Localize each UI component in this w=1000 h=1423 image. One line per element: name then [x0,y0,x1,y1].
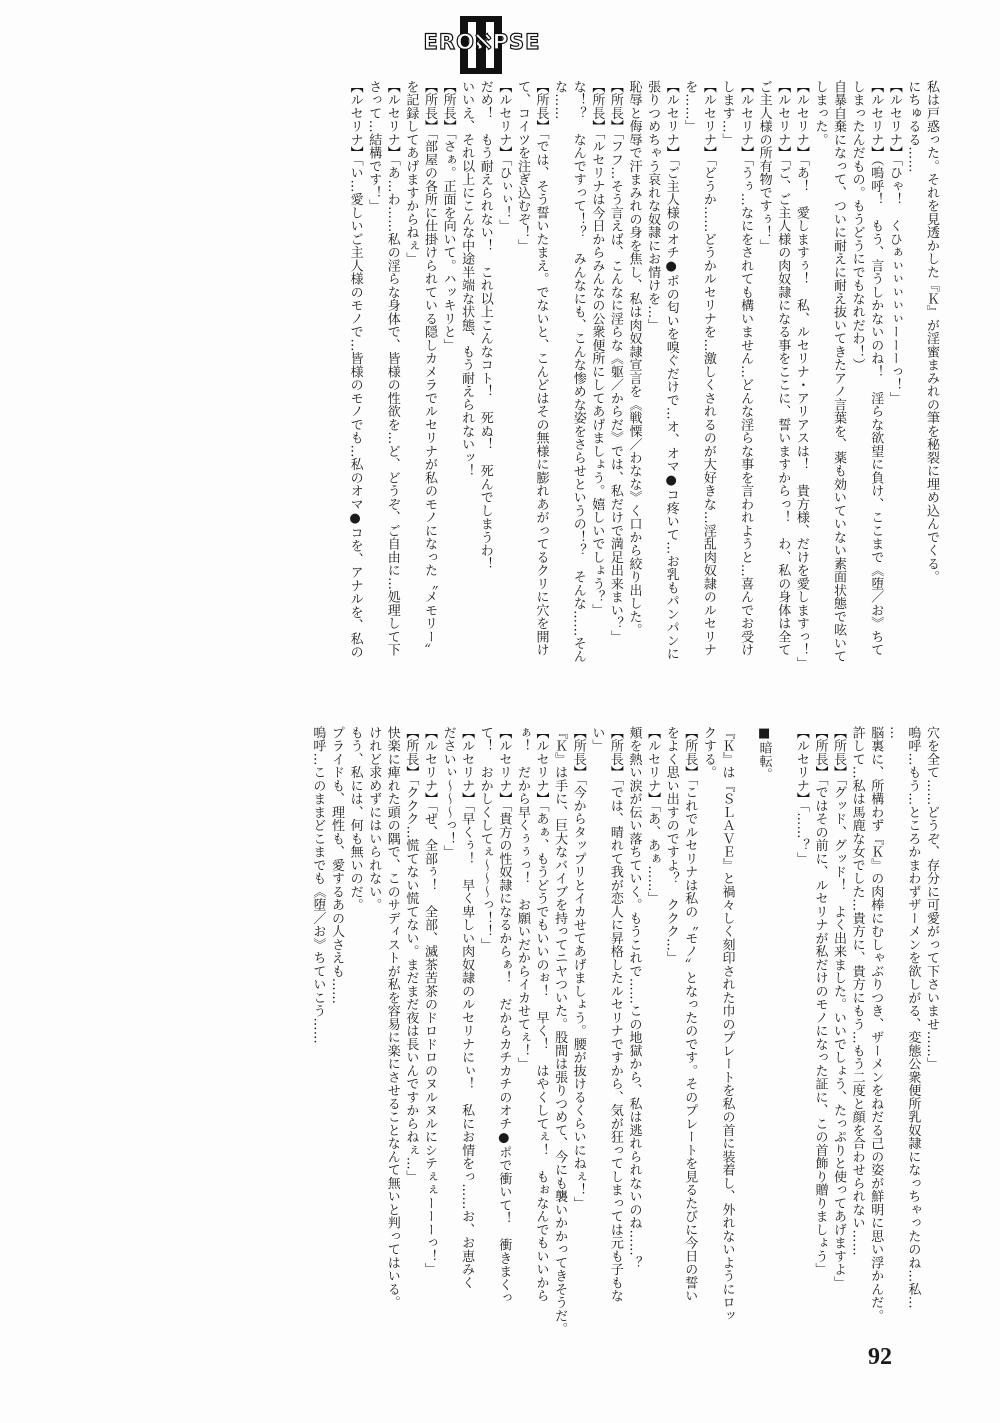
text-line: 【ルセリナ】「あぁ、もうどうでもいいのぉ！ 早く！ はやくしてぇ！ もぉなんでもいいから [533,726,549,1303]
text-line: て！ おかしくしてぇ〜〜〜っ！！」 [477,726,493,952]
text-line: 【ルセリナ】「早くぅ！ 早く卑しい肉奴隷のルセリナにぃ！ 私にお情をっ……お、お恵みく [459,726,475,1290]
text-line: 【所長】「では、晴れて我が恋人に昇格したルセリナですから、気が狂ってしまっては元も子もな [607,726,623,1303]
text-line: 脳裏に、所構わず『Ｋ』の肉棒にむしゃぶりつき、ザーメンをねだる己の姿が鮮明に思い浮かんだ。 [868,726,884,1323]
text-line: 【所長】「フフ…そう言えば、こんなに淫らな《躯／からだ》では、私だけで満足出来まい？」 [607,80,623,644]
text-line: もう、私には、何も無いのだ。 [347,726,363,912]
text-line: 【ルセリナ】「ご、ご主人様の肉奴隷になる事をここに、誓いますからっ！ わ、私の身体は全て [775,80,791,657]
text-line: 【所長】「ではその前に、ルセリナが私だけのモノになった証に、この首飾り贈りましょう」 [812,726,828,1276]
text-line: 自暴自棄になって、ついに耐えに耐え抜いてきたアノ言葉を、薬も効いていない素面状態で呟いて [831,80,847,663]
text-line: いいえ、それ以上にこんな中途半端な状態、もう耐えられないッ！ [459,80,475,478]
text-line: 【ルセリナ】「あ…わ……私の淫らな身体で、皆様の性欲を…ど、どうぞ、ご自由に…処理して下 [384,80,400,657]
text-line: 【ルセリナ】「ご主人様のオチ●ポの匂いを嗅ぐだけで…オ、オマ●コ疼いて…お乳もパンパンに [663,80,679,661]
text-line: をよく思い出すのですよ？ ククク…」 [663,726,679,965]
text-line: プライドも、理性も、愛するあの人さえも…… [329,726,344,1005]
text-line: を……」 [682,80,698,133]
text-line: にちゅるる…… [905,80,921,173]
text-line: 【所長】「では、そう誓いたまえ。でないと、こんどはその無様に膨れあがってるクリに穴を開け [533,80,549,657]
text-line: 【所長】「さぁ。正面を向いて。ハッキリと」 [440,80,456,352]
logo [392,14,572,76]
text-line [773,726,792,1376]
text-line: 穴を全て……どうぞ、存分に可愛がって下さいませ……」 [924,726,939,1071]
text-line: 頬を熱い涙が伝い落ちていく。もうこれで……この地獄から、私は逃れられないのね……？ [626,726,642,1270]
text-line: 【所長】「部屋の各所に仕掛けられている隠しカメラでルセリナが私のモノになった〝メモリー〟 [421,80,437,657]
text-line: 恥辱と侮辱で汗まみれの身を焦し、私は肉奴隷宣言を《戦慄／わなな》く口から絞り出した。 [626,80,642,637]
text-line: な！？ なんですって！？ みんなにも、こんな惨めな姿をさらせというの！？ そんな……そん [570,80,586,663]
text-line: 許して…私は馬鹿な女でした…貴方に、貴方にもう…もう二度と顔を合わせられない…… [849,726,865,1256]
text-line: ぁ！ だから早くぅぅっ！ お願いだからイカせてぇ！」 [514,726,530,1071]
text-column-bottom [60,726,940,1376]
text-line: … [886,726,902,740]
text-line: ださいぃ〜〜〜っ！」 [440,726,456,859]
text-line: 【ルセリナ】「あ、あぁ……」 [645,726,661,905]
logo-text: EROℵPSE [423,30,541,54]
text-line: しまったんだもの。もうどうにでもなれだわ！） [849,80,865,372]
text-line: 【所長】「これでルセリナは私の〝モノ〟となったのです。そのプレートを見るたびに今日の誓い [682,726,698,1303]
text-line: 【所長】「グッド、グッド！ よく出来ました。いいでしょう、たっぷりと使ってあげますよ」 [831,726,847,1290]
text-line: 【ルセリナ】「うぅ…なにをされても構いません…どんな淫らな事を言われようと…喜んでお受け [738,80,754,657]
page-number: 92 [868,1344,892,1370]
text-line: 【ルセリナ】「い…愛しいご主人様のモノで…皆様のモノでも…私のオマ●コを、アナルを、私の [347,80,363,659]
text-line: な…… [552,80,568,120]
text-line: 【ルセリナ】「ひゃ！ くひぁぃぃぃぃぃーーーっ！」 [886,80,902,405]
text-line: 『Ｋ』は手に、巨大なバイブを持ってニヤついた。股間は張りつめて、今にも襲いかかってきそうだ。 [552,726,568,1336]
text-line: を記録してあげますからねぇ」 [403,80,419,266]
text-line: 嗚呼…もう…ところかまわずザーメンを欲しがる、変態公衆便所乳奴隷になっちゃったのね…私… [905,726,921,1309]
text-line: します…」 [719,80,735,147]
text-line: 【ルセリナ】「ひぃぃ！」 [496,80,512,233]
text-line: 【ルセリナ】「ぜ、全部ぅ！ 全部、滅茶苦茶のドロドロのヌルヌルにシテぇぇーーーっ！」 [421,726,437,1276]
text-line: 【ルセリナ】（嗚呼！ もう、言うしかないのね！ 淫らな欲望に負け、ここまで《堕／お》ちて [868,80,884,657]
text-line: 嗚呼…このままどこまでも《堕／お》ちていこう…… [310,726,326,1044]
text-line: 【所長】「ククク…慌てない慌てない。まだまだ夜は長いんですからねぇ…」 [403,726,419,1184]
text-line: だめ！ もう耐えられない！ これ以上こんなコト！ 死ぬ！ 死んでしまうわ！ [477,80,493,571]
text-line: さって…結構です！」 [366,80,382,213]
text-line: 【所長】「ルセリナは今日からみんなの公衆便所にしてあげましょう。嬉しいでしょう？」 [589,80,605,617]
text-column-top [60,80,940,690]
text-line: 張りつめちゃう哀れな奴隷にお情けを…」 [645,80,661,332]
text-line: 【ルセリナ】「あ！ 愛しますぅ！ 私、ルセリナ・アリアスは！ 貴方様、だけを愛しますっ！」 [793,80,809,670]
text-line: 【ルセリナ】「……？」 [793,726,809,866]
text-line: けれど求めずにはいられない。 [366,726,382,912]
text-line: ■暗転。 [756,726,772,781]
text-line: い」 [589,726,605,753]
text-line: クする。 [700,726,716,779]
text-line [735,726,754,1376]
text-line: 【ルセリナ】「貴方の性奴隷になるからぁ！ だからカチカチのオチ●ポで衝いて！ 衝きまくっ [496,726,512,1305]
text-line: 快楽に痺れた頭の隅で、このサディストが私を容易に楽にさせることなんて無いと判ってはいる。 [384,726,400,1309]
text-line: 【ルセリナ】「どうか……どうかルセリナを…激しくされるのが大好きな…淫乱肉奴隷のルセリナ [700,80,716,657]
text-line: 【所長】「今からタップリとイカせてあげましょう。腰が抜けるくらいにねぇ！」 [570,726,586,1210]
text-line: ご主人様の所有物ですぅ！」 [756,80,772,253]
text-line: 『Ｋ』は『ＳＬＡＶＥ』と禍々しく刻印された巾のプレートを私の首に装着し、外れないようにロッ [719,726,735,1323]
text-line: 私は戸惑った。それを見透かした『Ｋ』が淫蜜まみれの筆を秘裂に埋め込んでくる。 [924,80,939,584]
text-line: て、コイツを注ぎ込むぞ！」 [514,80,530,253]
text-line: しまった。 [812,80,828,147]
